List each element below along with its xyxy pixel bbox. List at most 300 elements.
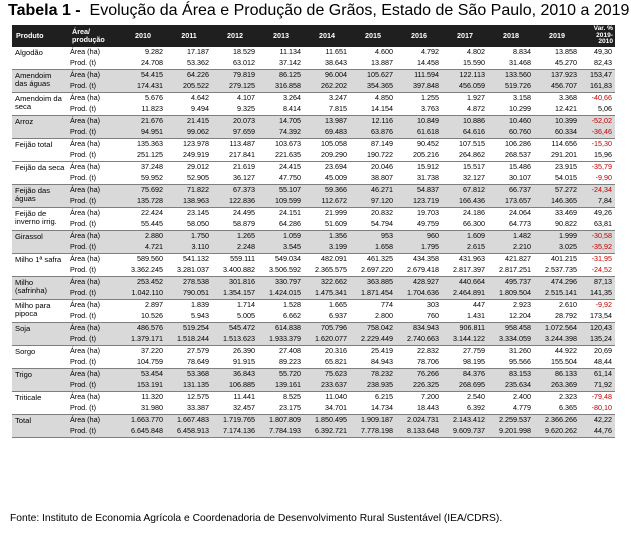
table-cell: 21.415 — [166, 116, 212, 128]
table-cell: 316.858 — [258, 81, 304, 93]
table-cell: 278.538 — [166, 277, 212, 289]
table-cell: 2.210 — [488, 242, 534, 254]
table-row — [12, 288, 615, 300]
table-cell: 2.615 — [442, 242, 488, 254]
table-cell: 27.408 — [258, 346, 304, 358]
header-year: 2017 — [442, 25, 488, 47]
variation-cell: -30,58 — [580, 231, 615, 243]
table-cell: 1.839 — [166, 300, 212, 312]
table-cell: 263.369 — [534, 380, 580, 392]
header-year: 2018 — [488, 25, 534, 47]
table-cell: 3.545 — [258, 242, 304, 254]
table-cell: 4.721 — [120, 242, 166, 254]
table-body — [12, 47, 615, 438]
product-name: Feijão das águas — [12, 185, 68, 208]
table-cell: 15.517 — [442, 162, 488, 174]
table-cell: 1.809.504 — [488, 288, 534, 300]
table-cell: 291.201 — [551, 150, 577, 160]
product-name: Sorgo — [12, 346, 68, 369]
table-cell: 2.679.418 — [407, 265, 439, 275]
table-cell: 2.143.412 — [442, 415, 488, 427]
table-cell: 89.223 — [279, 357, 301, 367]
table-cell: 4.600 — [375, 47, 393, 57]
table-cell: 11.040 — [304, 392, 350, 404]
table-cell: 774 — [350, 300, 396, 312]
table-cell: 1.482 — [488, 231, 534, 243]
table-cell: 6.458.913 — [166, 426, 212, 438]
table-cell: 549.034 — [258, 254, 304, 266]
table-cell: 78.232 — [350, 369, 396, 381]
table-cell: 1.042.110 — [120, 288, 166, 300]
table-cell: 209.290 — [321, 150, 347, 160]
table-row — [12, 58, 615, 70]
table-cell: 166.436 — [442, 196, 488, 208]
table-cell: 6.365 — [559, 403, 577, 413]
product-name: Algodão — [15, 48, 43, 57]
header-year: 2015 — [350, 25, 396, 47]
table-row — [12, 265, 615, 277]
table-cell: 104.759 — [137, 357, 163, 367]
table-row — [12, 116, 615, 128]
table-row — [12, 254, 615, 266]
table-cell: 23.694 — [304, 162, 350, 174]
table-cell: 55.720 — [258, 369, 304, 381]
row-unit: Área (ha) — [68, 415, 120, 427]
table-cell: 2.248 — [212, 242, 258, 254]
table-row — [12, 127, 615, 139]
table-cell: 9.494 — [191, 104, 209, 114]
table-cell: 421.827 — [488, 254, 534, 266]
product-name: Milho para pipoca — [12, 300, 68, 323]
table-cell: 22.424 — [120, 208, 166, 220]
table-cell: 46.271 — [350, 185, 396, 197]
table-cell: 20.316 — [304, 346, 350, 358]
row-unit: Área (ha) — [68, 369, 120, 381]
table-cell: 486.576 — [120, 323, 166, 335]
table-cell: 105.058 — [304, 139, 350, 151]
table-cell: 482.091 — [304, 254, 350, 266]
table-cell: 2.817.251 — [499, 265, 531, 275]
table-cell: 279.125 — [212, 81, 258, 93]
table-cell: 205.522 — [166, 81, 212, 93]
table-cell: 10.886 — [442, 116, 488, 128]
table-cell: 111.594 — [396, 70, 442, 82]
table-cell: 238.935 — [350, 380, 396, 392]
table-cell: 38.643 — [325, 58, 347, 68]
table-row — [12, 70, 615, 82]
table-cell: 174.431 — [120, 81, 166, 93]
table-cell: 519.254 — [166, 323, 212, 335]
table-cell: 69.483 — [304, 127, 350, 139]
table-cell: 31.468 — [509, 58, 531, 68]
table-cell: 1.528 — [258, 300, 304, 312]
table-cell: 26.390 — [212, 346, 258, 358]
table-cell: 1.750 — [166, 231, 212, 243]
variation-cell: 49,30 — [594, 47, 612, 57]
table-cell: 9.282 — [145, 47, 163, 57]
table-cell: 20.073 — [212, 116, 258, 128]
table-cell: 173.657 — [488, 196, 534, 208]
table-cell: 109.599 — [258, 196, 304, 208]
product-name: Milho 1ª safra — [12, 254, 68, 277]
table-cell: 36.843 — [212, 369, 258, 381]
table-cell: 31.260 — [488, 346, 534, 358]
table-cell: 84.943 — [371, 357, 393, 367]
table-row — [12, 81, 615, 93]
table-cell: 9.325 — [237, 104, 255, 114]
header-area-producao — [68, 25, 120, 47]
variation-cell: 71,92 — [580, 380, 615, 392]
table-cell: 1.609 — [442, 231, 488, 243]
table-cell: 99.062 — [166, 127, 212, 139]
table-cell: 11.320 — [120, 392, 166, 404]
table-cell: 205.216 — [413, 150, 439, 160]
table-title — [8, 2, 629, 20]
header-year: 2012 — [212, 25, 258, 47]
table-cell: 221.635 — [275, 150, 301, 160]
table-cell: 67.812 — [442, 185, 488, 197]
table-cell: 95.566 — [509, 357, 531, 367]
table-cell: 27.579 — [166, 346, 212, 358]
table-cell: 9.620.262 — [534, 426, 580, 438]
table-cell: 2.259.537 — [488, 415, 534, 427]
table-cell: 1.518.244 — [166, 334, 212, 346]
table-cell: 960 — [396, 231, 442, 243]
table-row — [12, 162, 615, 174]
table-cell: 6.662 — [283, 311, 301, 321]
row-unit: Prod. (t) — [68, 81, 120, 93]
table-cell: 53.362 — [187, 58, 209, 68]
header-year: 2011 — [166, 25, 212, 47]
table-cell: 495.737 — [488, 277, 534, 289]
table-cell: 33.387 — [187, 403, 209, 413]
variation-cell: -35,92 — [580, 242, 615, 254]
table-cell: 3.025 — [534, 242, 580, 254]
table-cell: 61.618 — [396, 127, 442, 139]
table-cell: 15.486 — [488, 162, 534, 174]
table-cell: 1.475.341 — [304, 288, 350, 300]
table-cell: 1.667.483 — [166, 415, 212, 427]
table-cell: 58.050 — [187, 219, 209, 229]
variation-cell: 5,06 — [598, 104, 612, 114]
table-cell: 57.272 — [534, 185, 580, 197]
product-name: Amendoim das águas — [12, 70, 68, 93]
table-cell: 545.472 — [212, 323, 258, 335]
table-cell: 58.879 — [233, 219, 255, 229]
product-name: Soja — [12, 323, 68, 346]
table-cell: 12.116 — [350, 116, 396, 128]
table-cell: 3.368 — [534, 93, 580, 105]
table-cell: 10.299 — [509, 104, 531, 114]
table-cell: 3.281.037 — [177, 265, 209, 275]
table-cell: 834.943 — [396, 323, 442, 335]
table-cell: 3.763 — [421, 104, 439, 114]
table-cell: 24.151 — [258, 208, 304, 220]
table-cell: 953 — [350, 231, 396, 243]
table-cell: 14.458 — [417, 58, 439, 68]
table-cell: 3.244.398 — [534, 334, 580, 346]
table-cell: 24.186 — [442, 208, 488, 220]
table-cell: 1.663.770 — [120, 415, 166, 427]
table-cell: 54.015 — [555, 173, 577, 183]
table-cell: 1.999 — [534, 231, 580, 243]
table-cell: 30.107 — [509, 173, 531, 183]
table-cell: 113.487 — [212, 139, 258, 151]
variation-cell: 7,84 — [580, 196, 615, 208]
variation-cell: -35,79 — [580, 162, 615, 174]
table-cell: 589.560 — [120, 254, 166, 266]
table-row — [12, 357, 615, 369]
variation-cell: -24,52 — [591, 265, 612, 275]
table-cell: 10.460 — [488, 116, 534, 128]
table-cell: 705.796 — [304, 323, 350, 335]
table-cell: 2.897 — [120, 300, 166, 312]
variation-cell: 120,43 — [580, 323, 615, 335]
table-cell: 1.424.015 — [258, 288, 304, 300]
table-cell: 11.651 — [325, 47, 347, 57]
table-cell: 63.876 — [350, 127, 396, 139]
table-cell: 1.379.171 — [120, 334, 166, 346]
variation-cell: -31,95 — [580, 254, 615, 266]
table-cell: 135.728 — [120, 196, 166, 208]
header-produto: Produto — [12, 25, 68, 47]
table-cell: 3.264 — [258, 93, 304, 105]
table-cell: 52.905 — [187, 173, 209, 183]
table-cell: 4.872 — [467, 104, 485, 114]
table-cell: 11.823 — [141, 104, 163, 114]
table-cell: 91.915 — [233, 357, 255, 367]
table-cell: 9.201.998 — [488, 426, 534, 438]
product-name: Feijão de inverno irrig. — [12, 208, 68, 231]
variation-cell: 63,81 — [594, 219, 612, 229]
row-unit: Área (ha) — [68, 93, 120, 105]
variation-cell: 42,22 — [580, 415, 615, 427]
table-row — [12, 139, 615, 151]
table-cell: 1.431 — [467, 311, 485, 321]
table-cell: 1.072.564 — [534, 323, 580, 335]
header-year: 2019 — [534, 25, 580, 47]
variation-cell: 61,14 — [580, 369, 615, 381]
table-cell: 3.110 — [166, 242, 212, 254]
row-unit: Área (ha) — [68, 70, 120, 82]
table-cell: 146.365 — [534, 196, 580, 208]
table-cell: 6.392 — [467, 403, 485, 413]
table-cell: 65.821 — [325, 357, 347, 367]
table-cell: 38.807 — [371, 173, 393, 183]
table-cell: 2.923 — [488, 300, 534, 312]
table-cell: 447 — [442, 300, 488, 312]
table-cell: 94.951 — [120, 127, 166, 139]
table-cell: 14.154 — [371, 104, 393, 114]
table-cell: 19.703 — [396, 208, 442, 220]
table-cell: 474.296 — [534, 277, 580, 289]
table-cell: 21.619 — [212, 162, 258, 174]
table-cell: 1.665 — [304, 300, 350, 312]
table-cell: 23.175 — [279, 403, 301, 413]
table-cell: 541.132 — [166, 254, 212, 266]
table-cell: 12.421 — [555, 104, 577, 114]
table-row — [12, 380, 615, 392]
table-cell: 37.248 — [120, 162, 166, 174]
table-cell: 8.834 — [513, 47, 531, 57]
table-cell: 79.819 — [212, 70, 258, 82]
table-cell: 8.133.648 — [396, 426, 442, 438]
table-cell: 3.334.059 — [488, 334, 534, 346]
table-cell: 958.458 — [488, 323, 534, 335]
table-cell: 4.802 — [467, 47, 485, 57]
row-unit: Área (ha) — [68, 208, 120, 220]
table-row — [12, 219, 615, 231]
table-cell: 131.135 — [166, 380, 212, 392]
variation-cell: 44,76 — [580, 426, 615, 438]
row-unit: Área (ha) — [68, 254, 120, 266]
table-cell: 401.215 — [534, 254, 580, 266]
table-cell: 32.127 — [463, 173, 485, 183]
variation-cell: -24,34 — [580, 185, 615, 197]
table-cell: 31.738 — [417, 173, 439, 183]
table-row — [12, 104, 615, 116]
table-cell: 1.871.454 — [350, 288, 396, 300]
table-cell: 1.795 — [396, 242, 442, 254]
table-cell: 18.443 — [417, 403, 439, 413]
table-cell: 2.229.449 — [350, 334, 396, 346]
row-unit: Área (ha) — [68, 116, 120, 128]
table-cell: 303 — [396, 300, 442, 312]
table-cell: 78.649 — [187, 357, 209, 367]
table-cell: 24.708 — [141, 58, 163, 68]
table-title-text: Evolução da Área e Produção de Grãos, Estado de São Paulo, 2010 a 2019 — [89, 2, 630, 19]
table-cell: 2.366.266 — [534, 415, 580, 427]
table-cell: 15.912 — [396, 162, 442, 174]
table-cell: 25.419 — [350, 346, 396, 358]
row-unit: Prod. (t) — [70, 173, 96, 183]
table-cell: 138.963 — [166, 196, 212, 208]
product-name: Feijão total — [12, 139, 68, 162]
row-unit: Área (ha) — [68, 162, 120, 174]
table-cell: 75.692 — [120, 185, 166, 197]
table-cell: 59.366 — [304, 185, 350, 197]
table-row — [12, 185, 615, 197]
table-cell: 51.609 — [325, 219, 347, 229]
table-cell: 14.734 — [371, 403, 393, 413]
table-cell: 461.325 — [350, 254, 396, 266]
header-year: 2010 — [120, 25, 166, 47]
table-row — [12, 323, 615, 335]
table-cell: 233.637 — [304, 380, 350, 392]
table-cell: 7.815 — [329, 104, 347, 114]
table-cell: 3.247 — [304, 93, 350, 105]
table-cell: 249.919 — [183, 150, 209, 160]
table-cell: 71.822 — [166, 185, 212, 197]
table-cell: 456.707 — [534, 81, 580, 93]
table-cell: 23.915 — [534, 162, 580, 174]
variation-cell: 82,43 — [594, 58, 612, 68]
table-cell: 64.773 — [509, 219, 531, 229]
grain-production-table — [12, 25, 615, 438]
variation-cell: -79,48 — [580, 392, 615, 404]
table-cell: 96.004 — [304, 70, 350, 82]
row-unit: Área (ha) — [68, 185, 120, 197]
table-cell: 431.963 — [442, 254, 488, 266]
table-cell: 135.363 — [120, 139, 166, 151]
row-unit: Área (ha) — [68, 139, 120, 151]
table-cell: 226.325 — [396, 380, 442, 392]
table-cell: 28.792 — [555, 311, 577, 321]
variation-cell: -9,92 — [580, 300, 615, 312]
header-variation — [580, 25, 615, 47]
table-cell: 47.750 — [279, 173, 301, 183]
table-cell: 32.457 — [233, 403, 255, 413]
variation-cell: 173,54 — [590, 311, 612, 321]
table-cell: 86.133 — [534, 369, 580, 381]
table-cell: 614.838 — [258, 323, 304, 335]
table-cell: 519.726 — [488, 81, 534, 93]
variation-cell: 161,83 — [580, 81, 615, 93]
table-cell: 456.059 — [442, 81, 488, 93]
table-cell: 55.445 — [141, 219, 163, 229]
product-name: Total — [12, 415, 68, 438]
table-cell: 3.144.122 — [442, 334, 488, 346]
table-cell: 15.590 — [463, 58, 485, 68]
table-cell: 14.705 — [258, 116, 304, 128]
table-cell: 45.270 — [555, 58, 577, 68]
table-cell: 6.392.721 — [304, 426, 350, 438]
table-cell: 1.620.077 — [304, 334, 350, 346]
variation-cell: 49,26 — [580, 208, 615, 220]
table-cell: 59.952 — [141, 173, 163, 183]
table-number: Tabela 1 - — [8, 2, 81, 19]
table-cell: 53.368 — [166, 369, 212, 381]
table-cell: 1.927 — [442, 93, 488, 105]
table-cell: 1.354.157 — [212, 288, 258, 300]
variation-cell: 20,69 — [580, 346, 615, 358]
table-cell: 13.858 — [555, 47, 577, 57]
table-cell: 49.759 — [417, 219, 439, 229]
header-year: 2014 — [304, 25, 350, 47]
table-row — [12, 277, 615, 289]
table-cell: 84.376 — [442, 369, 488, 381]
table-cell: 3.400.882 — [223, 265, 255, 275]
table-cell: 33.469 — [534, 208, 580, 220]
table-cell: 1.714 — [212, 300, 258, 312]
table-cell: 2.464.891 — [442, 288, 488, 300]
table-row — [12, 392, 615, 404]
table-cell: 5.943 — [191, 311, 209, 321]
table-row — [12, 300, 615, 312]
table-cell: 6.215 — [350, 392, 396, 404]
table-cell: 54.794 — [371, 219, 393, 229]
table-cell: 11.441 — [212, 392, 258, 404]
row-unit: Área (ha) — [68, 346, 120, 358]
table-cell: 4.779 — [513, 403, 531, 413]
table-cell: 75.623 — [304, 369, 350, 381]
table-cell: 137.923 — [534, 70, 580, 82]
table-row — [12, 150, 615, 162]
row-unit: Prod. (t) — [70, 58, 96, 68]
table-cell: 22.832 — [396, 346, 442, 358]
table-cell: 790.051 — [166, 288, 212, 300]
variation-cell: -9,90 — [595, 173, 612, 183]
table-cell: 1.704.636 — [396, 288, 442, 300]
table-cell: 235.634 — [488, 380, 534, 392]
header-variation-line: 2010 — [598, 38, 613, 46]
table-cell: 2.817.397 — [453, 265, 485, 275]
variation-cell: -40,66 — [580, 93, 615, 105]
product-name: Milho (safrinha) — [12, 277, 68, 300]
table-cell: 76.266 — [396, 369, 442, 381]
table-cell: 2.323 — [534, 392, 580, 404]
table-cell: 397.848 — [396, 81, 442, 93]
